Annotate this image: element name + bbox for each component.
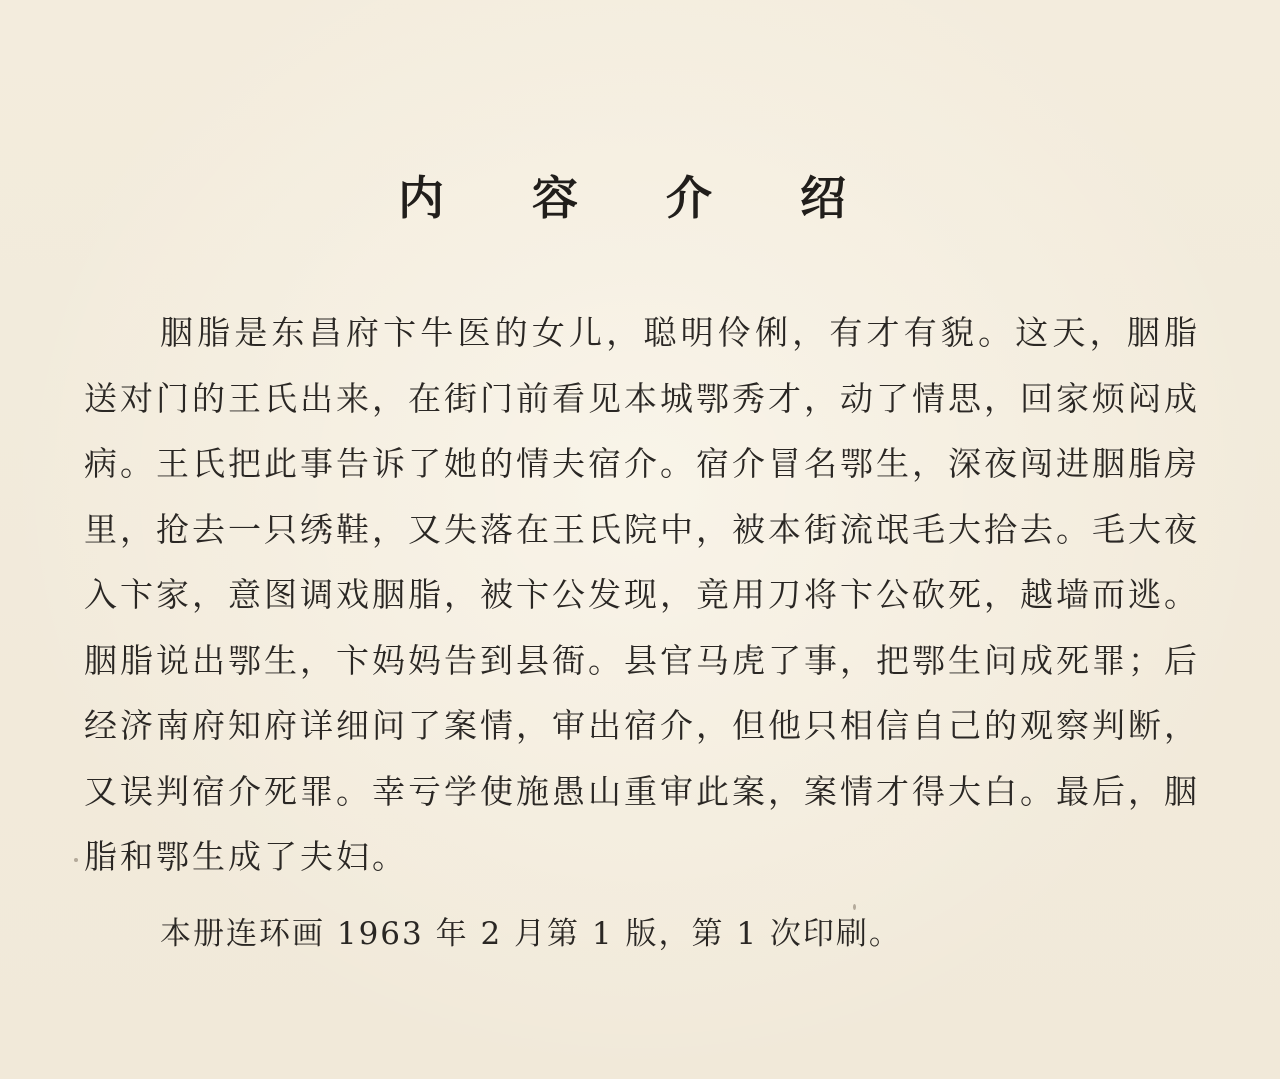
- page-title: 内 容 介 绍: [397, 171, 883, 225]
- synopsis-paragraph: 胭脂是东昌府卞牛医的女儿，聪明伶俐，有才有貌。这天，胭脂送对门的王氏出来，在街门前看见本城鄂秀才，动了情思，回家烦闷成病。王氏把此事告诉了她的情夫宿介。宿介冒名鄂生，深夜闯进胭脂房里，抢去一只绣鞋，又失落在王氏院中，被本街流氓毛大拾去。毛大夜入卞家，意图调戏胭脂，被卞公发现，竟用刀将卞公砍死，越墙而逃。胭脂说出鄂生，卞妈妈告到县衙。县官马虎了事，把鄂生问成死罪；后经济南府知府详细问了案情，审出宿介，但他只相信自己的观察判断，又误判宿介死罪。幸亏学使施愚山重审此案，案情才得大白。最后，胭脂和鄂生成了夫妇。: [84, 313, 1200, 876]
- paper-speck: [853, 904, 856, 910]
- printing-note: 本册连环画 1963 年 2 月第 1 版，第 1 次印刷。: [160, 916, 902, 952]
- paper-speck: [74, 858, 78, 862]
